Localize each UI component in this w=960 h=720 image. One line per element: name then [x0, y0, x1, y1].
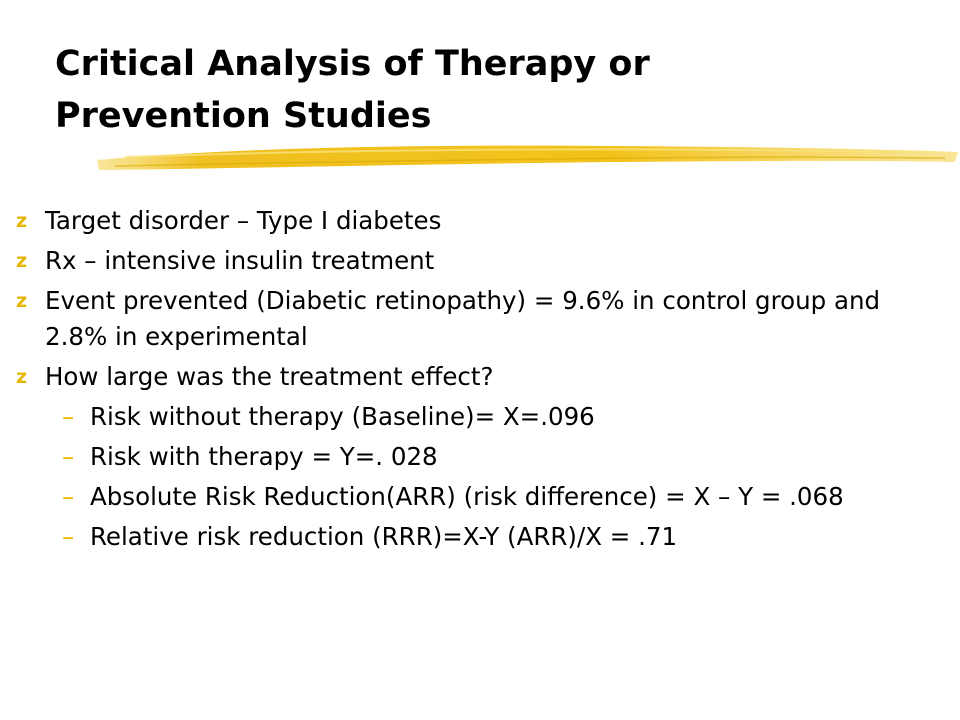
- sub-bullet-item: [62, 479, 916, 515]
- bullet-item: [16, 359, 916, 395]
- bullet-text: Rx – intensive insulin treatment: [45, 246, 435, 275]
- title-brush-underline: [95, 140, 960, 176]
- sub-bullet-text: Relative risk reduction (RRR)=X-Y (ARR)/X = .71: [90, 522, 678, 551]
- bullet-text: Target disorder – Type I diabetes: [45, 206, 442, 235]
- bullet-item: [16, 203, 916, 239]
- sub-bullet-text: Risk without therapy (Baseline)= X=.096: [90, 402, 595, 431]
- sub-bullet-text: Risk with therapy = Y=. 028: [90, 442, 438, 471]
- sub-bullet-item: [62, 399, 916, 435]
- bullet-list: [16, 203, 916, 559]
- slide-title-line-1: Critical Analysis of Therapy or: [55, 44, 650, 84]
- slide-title: [55, 38, 915, 142]
- bullet-marker: z: [16, 366, 28, 388]
- sub-bullet-marker: –: [62, 482, 75, 511]
- sub-bullet-marker: –: [62, 442, 75, 471]
- slide-title-line-2: Prevention Studies: [55, 96, 432, 136]
- sub-bullet-marker: –: [62, 402, 75, 431]
- bullet-text: How large was the treatment effect?: [45, 362, 494, 391]
- sub-bullet-text: Absolute Risk Reduction(ARR) (risk difference) = X – Y = .068: [90, 482, 844, 511]
- bullet-marker: z: [16, 210, 28, 232]
- bullet-marker: z: [16, 290, 28, 312]
- sub-bullet-item: [62, 439, 916, 475]
- bullet-marker: z: [16, 250, 28, 272]
- sub-bullet-marker: –: [62, 522, 75, 551]
- sub-bullet-item: [62, 519, 916, 555]
- bullet-item: [16, 283, 916, 355]
- bullet-text: Event prevented (Diabetic retinopathy) = 9.6% in control group and 2.8% in experimental: [45, 286, 881, 351]
- bullet-item: [16, 243, 916, 279]
